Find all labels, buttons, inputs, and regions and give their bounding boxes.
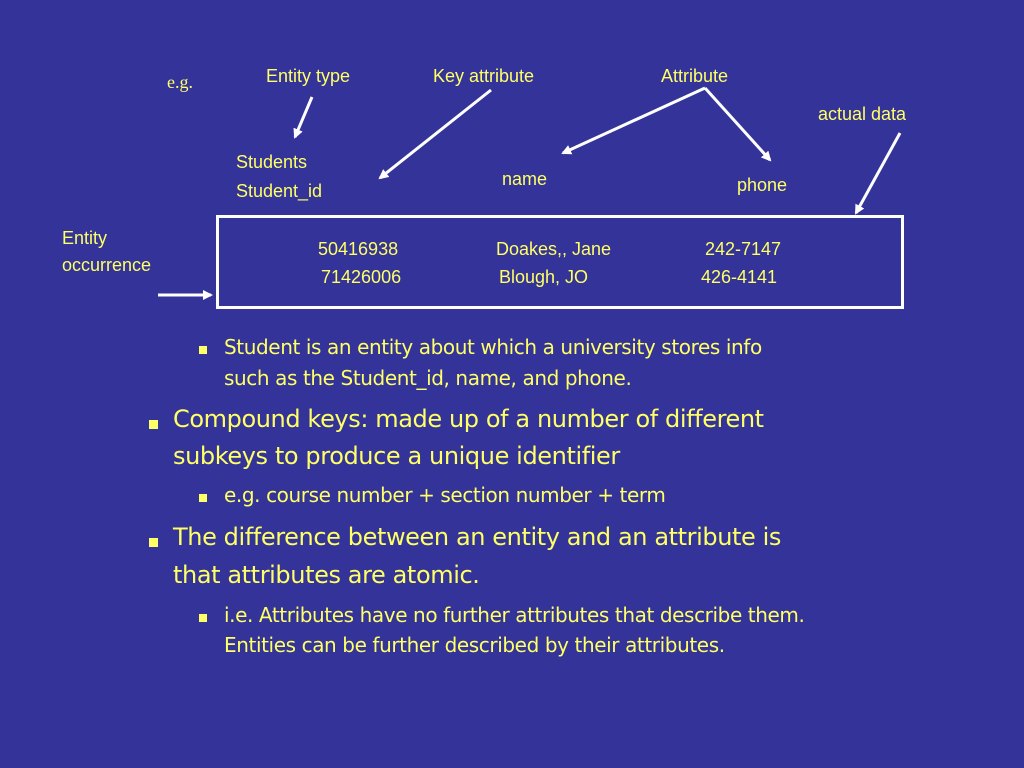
row2-phone: 426-4141 (701, 267, 778, 287)
key-attribute-arrow (380, 90, 491, 178)
student-id-label: Student_id (236, 181, 323, 201)
entity-occurrence-label-line1: Entity (62, 228, 108, 248)
row1-phone: 242-7147 (705, 239, 782, 259)
bullet-text: Entities can be further described by their attributes. (224, 633, 725, 657)
entity-type-label: Entity type (266, 66, 351, 86)
bullet-text: e.g. course number + section number + term (224, 483, 666, 507)
bullet-marker (199, 346, 207, 354)
bullet-text: such as the Student_id, name, and phone. (224, 366, 632, 390)
row1-student-id: 50416938 (318, 239, 399, 259)
entity-occurrence-box (216, 215, 904, 309)
name-label: name (502, 169, 548, 189)
bullet-text: i.e. Attributes have no further attributes that describe them. (224, 603, 805, 627)
row2-name: Blough, JO (499, 267, 589, 287)
bullet-marker (149, 420, 158, 429)
attribute-to-name-arrow (563, 88, 705, 153)
students-label: Students (236, 152, 308, 172)
attribute-to-phone-arrow (705, 88, 770, 160)
row2-student-id: 71426006 (321, 267, 402, 287)
bullet-text: that attributes are atomic. (173, 561, 480, 589)
entity-type-arrow (295, 97, 312, 137)
row1-name: Doakes,, Jane (496, 239, 612, 259)
entity-occurrence-label-line2: occurrence (62, 255, 152, 275)
bullet-marker (149, 538, 158, 547)
bullet-text: The difference between an entity and an attribute is (173, 523, 782, 551)
bullet-text: Compound keys: made up of a number of different (173, 405, 764, 433)
key-attribute-label: Key attribute (433, 66, 535, 86)
attribute-label: Attribute (661, 66, 729, 86)
bullet-text: Student is an entity about which a university stores info (224, 335, 762, 359)
bullet-text: subkeys to produce a unique identifier (173, 442, 620, 470)
actual-data-arrow (856, 133, 900, 213)
phone-label: phone (737, 175, 788, 195)
actual-data-label: actual data (818, 104, 907, 124)
bullet-marker (199, 494, 207, 502)
bullet-marker (199, 614, 207, 622)
eg-label: e.g. (167, 72, 193, 92)
